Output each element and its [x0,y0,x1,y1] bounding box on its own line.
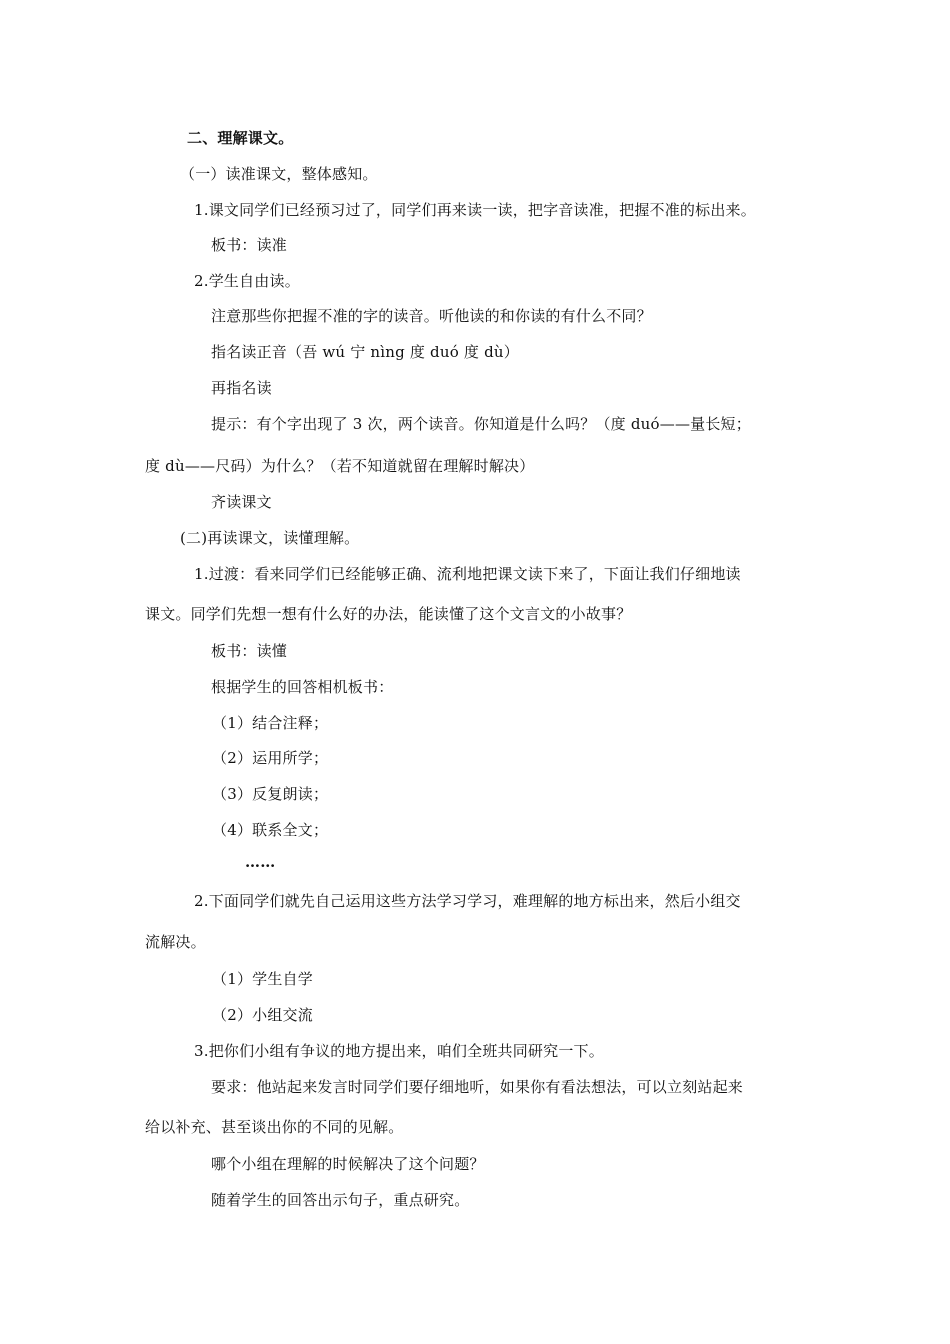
paragraph: 1.课文同学们已经预习过了，同学们再来读一读，把字音读准，把握不准的标出来。 [194,201,756,219]
list-item: （2）小组交流 [212,1006,313,1024]
paragraph: 哪个小组在理解的时候解决了这个问题？ [211,1155,485,1173]
paragraph: 注意那些你把握不准的字的读音。听他读的和你读的有什么不同？ [211,307,652,325]
paragraph: 3.把你们小组有争议的地方提出来，咱们全班共同研究一下。 [194,1042,604,1060]
paragraph: 齐读课文 [211,493,272,511]
paragraph: 根据学生的回答相机板书： [211,678,394,696]
list-item: （4）联系全文； [212,821,329,839]
paragraph: 1.过渡：看来同学们已经能够正确、流利地把课文读下来了，下面让我们仔细地读 [194,565,741,583]
subsection-title: (二)再读课文，读懂理解。 [180,529,360,547]
list-item: （3）反复朗读； [212,785,329,803]
paragraph: 指名读正音（吾 wú 宁 nìng 度 duó 度 dù） [211,343,519,361]
paragraph: 课文。同学们先想一想有什么好的办法，能读懂了这个文言文的小故事？ [145,605,632,623]
paragraph: 随着学生的回答出示句子，重点研究。 [211,1191,470,1209]
subsection-title: （一）读准课文，整体感知。 [180,165,378,183]
paragraph: 板书：读准 [211,236,288,254]
paragraph: 度 dù——尺码）为什么？（若不知道就留在理解时解决） [145,457,535,475]
paragraph: 再指名读 [211,379,272,397]
list-item: （1）结合注释； [212,714,329,732]
ellipsis: …… [245,853,276,871]
paragraph: 提示：有个字出现了 3 次，两个读音。你知道是什么吗？（度 duó——量长短； [211,415,751,433]
paragraph: 要求：他站起来发言时同学们要仔细地听，如果你有看法想法，可以立刻站起来 [211,1078,744,1096]
paragraph: 2.下面同学们就先自己运用这些方法学习学习，难理解的地方标出来，然后小组交 [194,892,741,910]
paragraph: 板书：读懂 [211,642,288,660]
list-item: （2）运用所学； [212,749,329,767]
list-item: （1）学生自学 [212,970,313,988]
paragraph: 给以补充、甚至谈出你的不同的见解。 [145,1118,404,1136]
section-heading: 二、理解课文。 [187,129,294,147]
paragraph: 流解决。 [145,933,206,951]
paragraph: 2.学生自由读。 [194,272,300,290]
